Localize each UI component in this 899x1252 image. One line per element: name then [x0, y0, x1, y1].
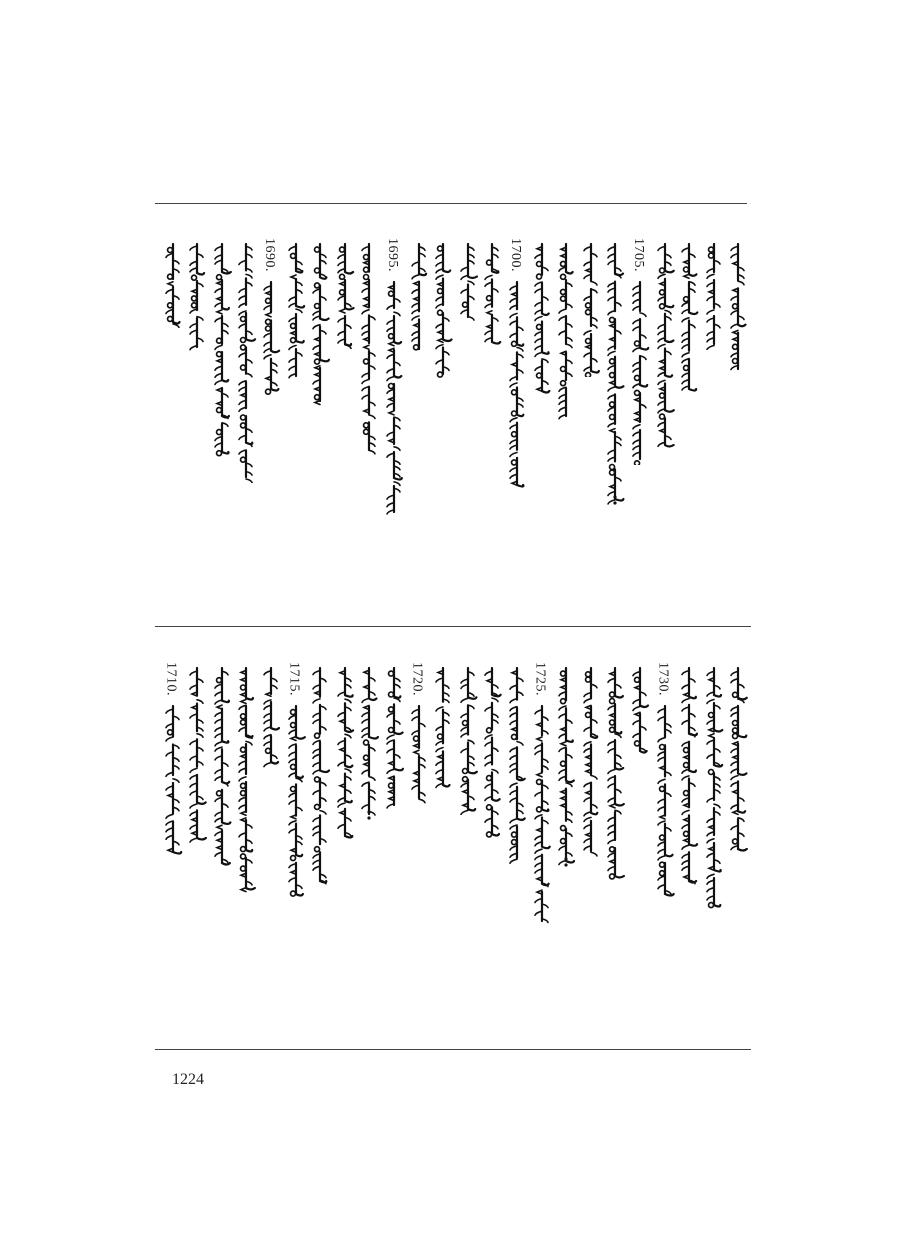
text-column	[307, 662, 335, 1042]
text-column	[258, 238, 286, 618]
text-column	[184, 662, 212, 1042]
mongolian-script-line	[260, 666, 282, 768]
script-line-glyph	[703, 666, 725, 911]
mongolian-script-line	[555, 666, 577, 867]
line-number: 1700.	[508, 238, 523, 272]
script-line-glyph	[334, 666, 356, 842]
script-line-glyph	[358, 666, 380, 820]
script-line-glyph	[285, 704, 307, 900]
mongolian-script-line	[408, 704, 430, 804]
script-line-glyph	[383, 666, 405, 811]
script-line-glyph	[727, 242, 749, 375]
text-column	[627, 238, 655, 618]
mongolian-script-line	[235, 242, 257, 483]
script-line-glyph	[309, 666, 331, 887]
rule-middle	[155, 626, 751, 627]
mongolian-script-line	[703, 666, 725, 911]
mongolian-script-line	[186, 666, 208, 844]
text-column	[627, 662, 655, 1042]
mongolian-script-line	[678, 666, 700, 887]
text-column	[578, 238, 606, 618]
mongolian-script-line	[727, 666, 749, 855]
script-line-glyph	[285, 242, 307, 382]
script-line-glyph	[531, 242, 553, 397]
mongolian-script-line	[383, 666, 405, 811]
script-line-glyph	[260, 666, 282, 768]
text-column	[356, 662, 384, 1042]
text-column	[430, 662, 458, 1042]
text-column	[701, 238, 729, 618]
text-column	[504, 238, 532, 618]
upper-text-block	[160, 238, 750, 618]
text-column	[504, 662, 532, 1042]
text-column	[233, 662, 261, 1042]
mongolian-script-line	[481, 666, 503, 840]
text-column	[184, 238, 212, 618]
mongolian-script-line	[334, 242, 356, 350]
mongolian-script-line	[604, 242, 626, 505]
text-column	[406, 238, 434, 618]
text-column	[553, 238, 581, 618]
script-line-glyph	[580, 666, 602, 857]
lower-text-block	[160, 662, 750, 1042]
text-column	[676, 662, 704, 1042]
script-line-glyph	[555, 242, 577, 422]
script-line-glyph	[186, 242, 208, 353]
script-line-glyph	[235, 242, 257, 483]
script-line-glyph	[408, 242, 430, 355]
line-number: 1695.	[385, 238, 400, 272]
text-column	[160, 238, 188, 618]
script-line-glyph	[260, 280, 282, 395]
mongolian-script-line	[457, 666, 479, 815]
mongolian-script-line	[309, 242, 331, 407]
text-column	[529, 662, 557, 1042]
text-column	[479, 238, 507, 618]
script-line-glyph	[481, 242, 503, 348]
script-line-glyph	[506, 666, 528, 864]
mongolian-script-line	[457, 242, 479, 323]
line-number: 1710.	[163, 662, 179, 696]
mongolian-script-line	[162, 242, 184, 328]
script-line-glyph	[531, 704, 553, 927]
text-column	[676, 238, 704, 618]
text-column	[578, 662, 606, 1042]
mongolian-script-line	[285, 704, 307, 900]
text-column	[602, 662, 630, 1042]
script-line-glyph	[654, 704, 676, 900]
mongolian-script-line	[334, 666, 356, 842]
mongolian-script-line	[703, 242, 725, 350]
text-column	[283, 238, 311, 618]
script-line-glyph	[408, 704, 430, 804]
script-line-glyph	[457, 666, 479, 815]
mongolian-script-line	[629, 666, 651, 757]
line-number: 1720.	[409, 662, 425, 696]
mongolian-script-line	[408, 242, 430, 355]
mongolian-script-line	[580, 242, 602, 377]
line-number: 1715.	[286, 662, 302, 696]
mongolian-script-line	[555, 242, 577, 422]
text-column	[381, 238, 409, 618]
text-column	[283, 662, 311, 1042]
mongolian-script-line	[309, 666, 331, 887]
text-column	[553, 662, 581, 1042]
script-line-glyph	[432, 242, 454, 380]
script-line-glyph	[555, 666, 577, 867]
mongolian-script-line	[506, 280, 528, 491]
script-line-glyph	[383, 280, 405, 518]
mongolian-script-line	[432, 242, 454, 380]
text-column	[479, 662, 507, 1042]
text-column	[652, 662, 680, 1042]
script-line-glyph	[678, 666, 700, 887]
line-number: 1705.	[631, 238, 646, 272]
line-number: 1725.	[532, 662, 548, 696]
rule-top	[155, 203, 747, 204]
script-line-glyph	[727, 666, 749, 855]
script-line-glyph	[629, 280, 651, 465]
mongolian-script-line	[358, 242, 380, 456]
script-line-glyph	[580, 242, 602, 377]
mongolian-script-line	[383, 280, 405, 518]
text-column	[602, 238, 630, 618]
text-column	[725, 238, 753, 618]
text-column	[381, 662, 409, 1042]
text-column	[160, 662, 188, 1042]
script-line-glyph	[654, 242, 676, 451]
mongolian-script-line	[358, 666, 380, 820]
mongolian-script-line	[654, 242, 676, 451]
script-line-glyph	[604, 242, 626, 505]
text-column	[332, 238, 360, 618]
script-line-glyph	[481, 666, 503, 840]
script-line-glyph	[629, 666, 651, 757]
script-line-glyph	[506, 280, 528, 491]
script-line-glyph	[334, 242, 356, 350]
text-column	[209, 238, 237, 618]
script-line-glyph	[604, 666, 626, 882]
mongolian-script-line	[260, 280, 282, 395]
script-line-glyph	[678, 242, 700, 395]
mongolian-script-line	[629, 280, 651, 465]
rule-bottom	[155, 1049, 751, 1050]
script-line-glyph	[186, 666, 208, 844]
text-column	[701, 662, 729, 1042]
mongolian-script-line	[432, 666, 454, 791]
mongolian-script-line	[211, 242, 233, 458]
line-number: 1730.	[655, 662, 671, 696]
script-line-glyph	[358, 242, 380, 456]
script-line-glyph	[162, 704, 184, 858]
mongolian-script-line	[235, 666, 257, 894]
mongolian-script-line	[162, 704, 184, 858]
text-column	[725, 662, 753, 1042]
text-column	[307, 238, 335, 618]
text-column	[455, 238, 483, 618]
text-column	[529, 238, 557, 618]
text-column	[233, 238, 261, 618]
mongolian-script-line	[531, 242, 553, 397]
script-line-glyph	[162, 242, 184, 328]
script-line-glyph	[211, 242, 233, 458]
script-line-glyph	[457, 242, 479, 323]
mongolian-script-line	[186, 242, 208, 353]
mongolian-script-line	[678, 242, 700, 395]
text-column	[455, 662, 483, 1042]
text-column	[258, 662, 286, 1042]
line-number: 1690.	[262, 238, 277, 272]
mongolian-script-line	[604, 666, 626, 882]
mongolian-script-line	[531, 704, 553, 927]
script-line-glyph	[211, 666, 233, 869]
text-column	[652, 238, 680, 618]
text-column	[356, 238, 384, 618]
text-column	[406, 662, 434, 1042]
text-column	[209, 662, 237, 1042]
mongolian-script-line	[481, 242, 503, 348]
mongolian-script-line	[727, 242, 749, 375]
script-line-glyph	[432, 666, 454, 791]
mongolian-script-line	[654, 704, 676, 900]
page-number: 1224	[172, 1071, 204, 1088]
script-line-glyph	[703, 242, 725, 350]
script-line-glyph	[309, 242, 331, 407]
script-line-glyph	[235, 666, 257, 894]
text-column	[332, 662, 360, 1042]
mongolian-script-line	[211, 666, 233, 869]
mongolian-script-line	[285, 242, 307, 382]
mongolian-script-line	[580, 666, 602, 857]
text-column	[430, 238, 458, 618]
mongolian-script-line	[506, 666, 528, 864]
